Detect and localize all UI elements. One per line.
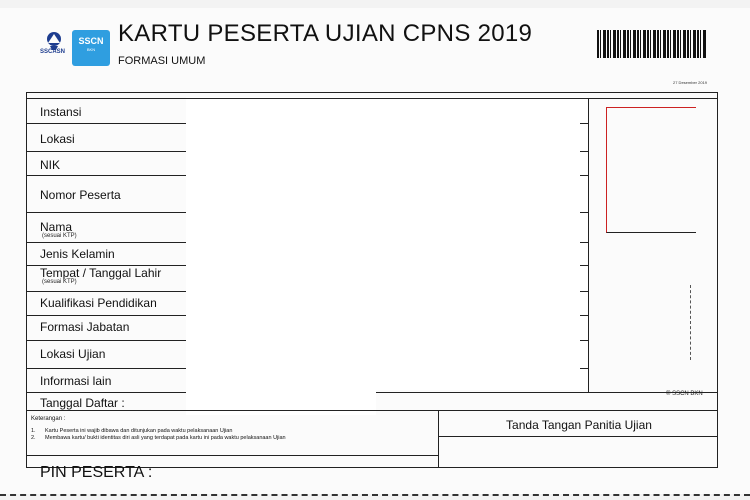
row-divider <box>438 436 718 437</box>
field-label-tanggal-daftar: Tanggal Daftar : <box>40 396 125 410</box>
field-label-tempat-tanggal-lahir: Tempat / Tanggal Lahir <box>40 266 162 280</box>
row-divider <box>26 368 186 369</box>
field-label-nomor-peserta: Nomor Peserta <box>40 188 121 202</box>
signature-line <box>690 285 691 360</box>
card-title: KARTU PESERTA UJIAN CPNS 2019 <box>118 20 533 47</box>
field-label-jenis-kelamin: Jenis Kelamin <box>40 247 115 261</box>
row-divider <box>26 392 186 393</box>
column-divider <box>588 98 589 392</box>
row-tick <box>580 242 588 243</box>
signature-title: Tanda Tangan Panitia Ujian <box>506 418 652 432</box>
field-label-instansi: Instansi <box>40 105 82 119</box>
sscasn-logo-text: SSCASN <box>40 49 66 55</box>
photo-box <box>606 107 696 233</box>
sscn-logo <box>72 30 110 66</box>
redacted-area-lower <box>186 97 376 415</box>
row-divider <box>26 410 718 411</box>
field-label-informasi-lain: Informasi lain <box>40 374 112 388</box>
footer-divider <box>438 410 439 468</box>
field-label-lokasi: Lokasi <box>40 132 75 146</box>
barcode <box>597 30 707 58</box>
row-divider <box>26 212 186 213</box>
row-tick <box>580 151 588 152</box>
row-divider <box>26 315 186 316</box>
row-divider <box>26 151 186 152</box>
field-label-nama: Nama <box>40 220 73 234</box>
row-divider <box>26 291 186 292</box>
print-date: 27 Desember 2019 <box>673 80 708 85</box>
row-divider <box>26 175 186 176</box>
field-sublabel-nama: (sesuai KTP) <box>42 233 77 239</box>
logos <box>40 30 112 66</box>
field-label-lokasi-ujian: Lokasi Ujian <box>40 347 106 361</box>
field-sublabel-ttl: (sesuai KTP) <box>42 279 77 285</box>
field-label-kualifikasi: Kualifikasi Pendidikan <box>40 296 157 310</box>
row-divider <box>26 340 186 341</box>
row-tick <box>580 175 588 176</box>
note-text: Kartu Peserta ini wajib dibawa dan ditunjukan pada waktu pelaksanaan Ujian <box>45 428 233 434</box>
pin-label: PIN PESERTA : <box>40 464 153 481</box>
row-tick <box>580 368 588 369</box>
sscn-logo-subtext: BKN <box>86 47 96 52</box>
row-divider <box>26 98 718 99</box>
note-number: 1. <box>31 428 36 434</box>
notes-title: Keterangan : <box>31 416 66 422</box>
row-divider <box>26 455 438 456</box>
note-item <box>31 428 232 434</box>
copyright: © SSCN BKN <box>666 391 703 397</box>
row-tick <box>580 123 588 124</box>
note-number: 2. <box>31 435 36 441</box>
row-tick <box>580 212 588 213</box>
field-label-nik: NIK <box>40 158 61 172</box>
row-tick <box>580 265 588 266</box>
cut-line <box>0 494 750 496</box>
card-subtitle: FORMASI UMUM <box>118 55 206 67</box>
row-tick <box>580 340 588 341</box>
note-text: Membawa kartu/ bukti identitas diri asli yang terdapat pada kartu ini pada waktu pelaksanaan Ujian <box>45 435 286 441</box>
row-divider <box>26 242 186 243</box>
row-divider <box>26 123 186 124</box>
note-item <box>31 435 286 441</box>
row-tick <box>580 291 588 292</box>
row-tick <box>580 315 588 316</box>
sscn-logo-text: SSCN <box>78 36 104 46</box>
field-label-formasi-jabatan: Formasi Jabatan <box>40 320 130 334</box>
